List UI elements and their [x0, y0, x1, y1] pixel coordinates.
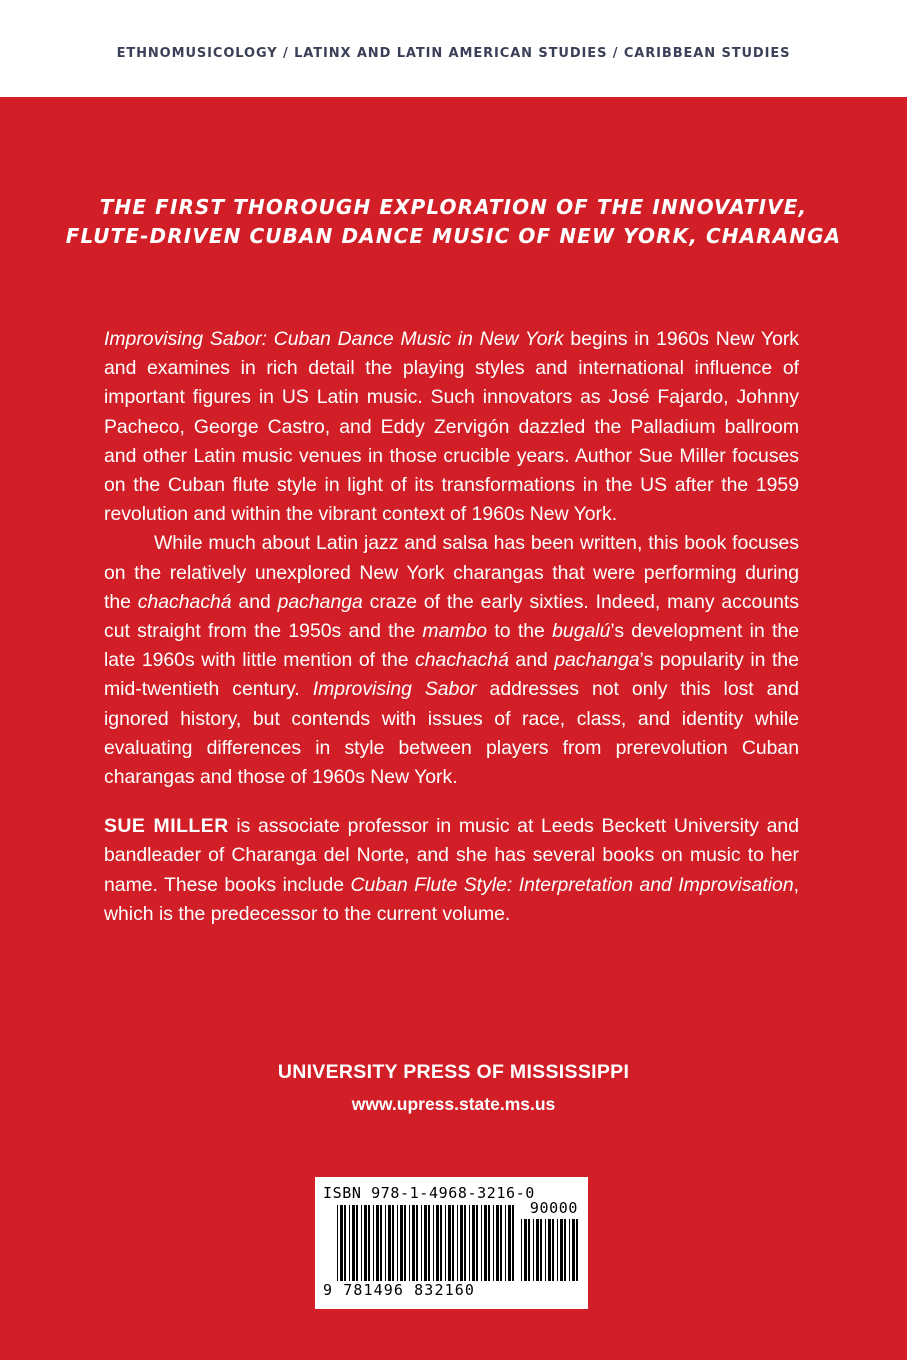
book-title: Improvising Sabor: Cuban Dance Music in New York	[104, 328, 564, 350]
author-bio: SUE MILLER is associate professor in music at Leeds Beckett University and bandleader of Charanga del Norte, and she has several books on music to her name. These books include Cuban Flute Style: Interpretation and Improvisation, which is the predecessor to the current volume.	[104, 815, 799, 925]
subject-categories: ETHNOMUSICOLOGY / LATINX AND LATIN AMERICAN STUDIES / CARIBBEAN STUDIES	[116, 46, 791, 61]
barcode-box	[315, 1177, 588, 1309]
previous-book-title: Cuban Flute Style: Interpretation and Improvisation	[350, 873, 794, 896]
headline-line-2: FLUTE-DRIVEN CUBAN DANCE MUSIC OF NEW YORK, CHARANGA	[65, 224, 842, 248]
publisher-url: www.upress.state.ms.us	[351, 1094, 556, 1114]
barcode-addon-number: 90000	[529, 1199, 578, 1217]
description-body	[104, 325, 799, 929]
barcode-digits: 9 781496 832160	[323, 1281, 475, 1299]
description-paragraph-2: While much about Latin jazz and salsa has been written, this book focuses on the relatively unexplored New York charangas that were performing during the chachachá and pachanga craze of the early sixties. Indeed, many accounts cut straight from the 1950s and the mambo to the bugalú’s development in the late 1960s with little mention of the chachachá and pachanga’s popularity in the mid-twentieth century. Improvising Sabor addresses not only this lost and ignored history, but contends with issues of race, class, and identity while evaluating differences in style between players from prerevolution Cuban charangas and those of 1960s New York.	[104, 532, 799, 789]
headline	[60, 193, 847, 251]
author-name: SUE MILLER	[104, 815, 229, 838]
publisher-name: UNIVERSITY PRESS OF MISSISSIPPI	[277, 1061, 630, 1083]
isbn-label: ISBN 978-1-4968-3216-0	[323, 1184, 535, 1202]
headline-line-1: THE FIRST THOROUGH EXPLORATION OF THE INNOVATIVE,	[99, 195, 808, 219]
description-paragraph-1: Improvising Sabor: Cuban Dance Music in New York begins in 1960s New York and examines in rich detail the playing styles and international influence of important figures in US Latin music. Such innovators as José Fajardo, Johnny Pacheco, George Castro, and Eddy Zervigón dazzled the Palladium ballroom and other Latin music venues in those crucible years. Author Sue Miller focuses on the Cuban flute style in light of its transformations in the US after the 1959 revolution and within the vibrant context of 1960s New York.	[104, 328, 800, 526]
